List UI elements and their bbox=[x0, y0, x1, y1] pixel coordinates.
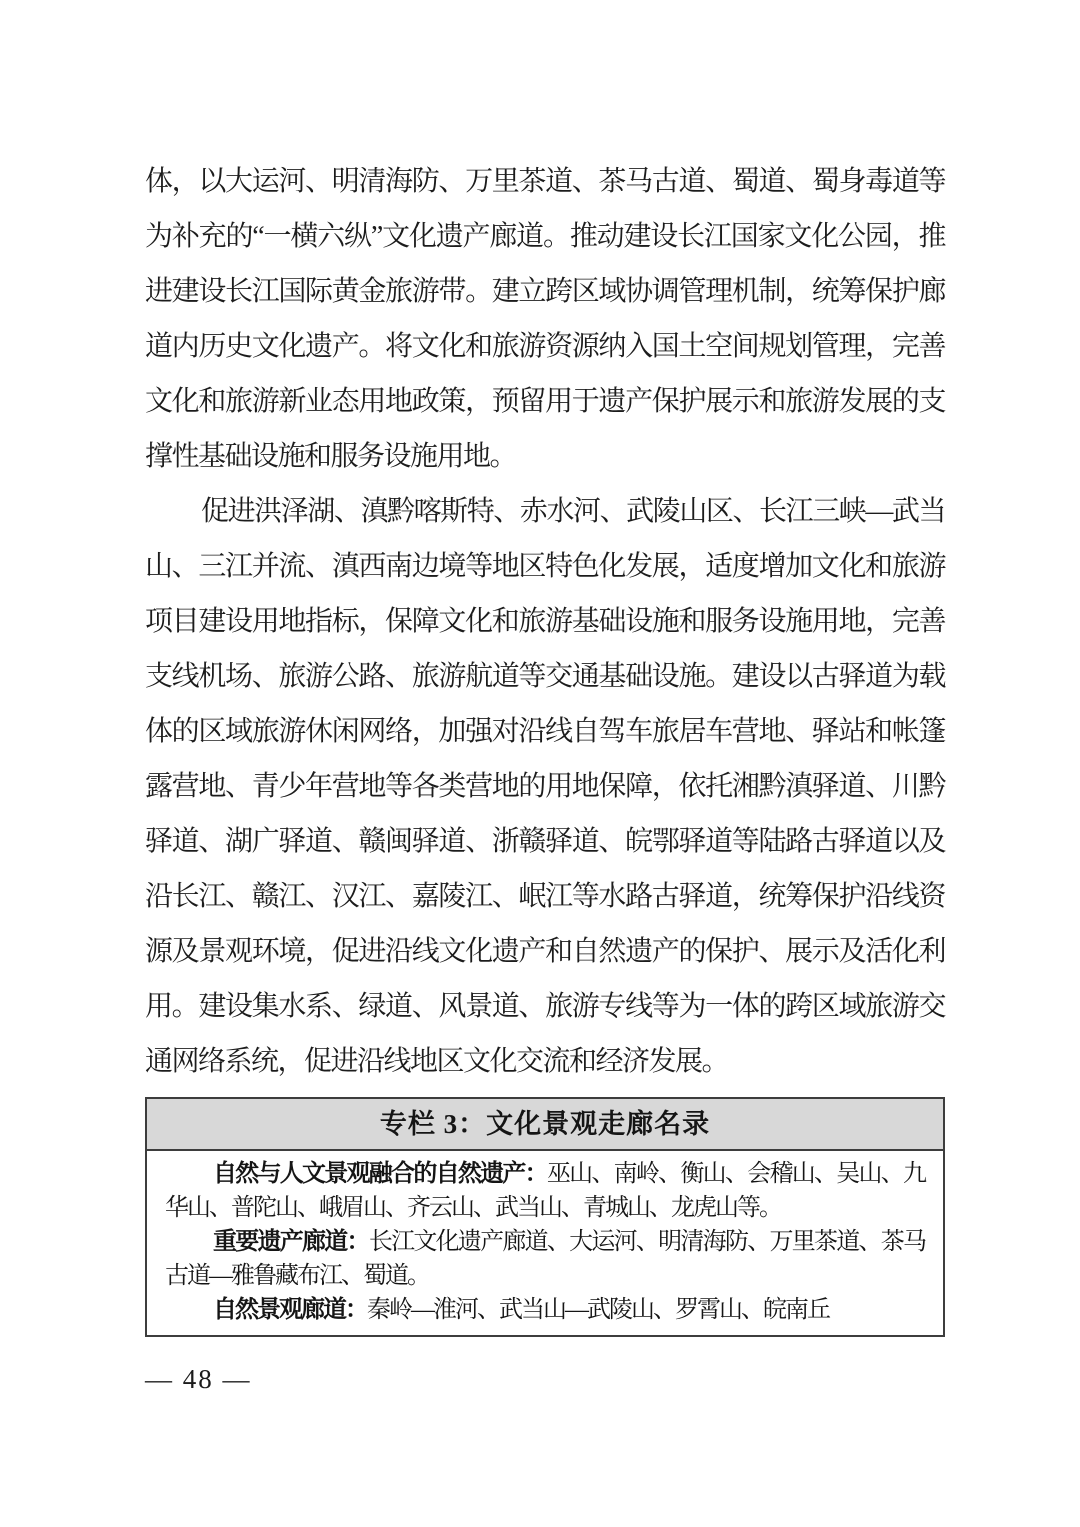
box-entry bbox=[165, 1157, 925, 1225]
callout-box-body bbox=[147, 1151, 943, 1335]
paragraph: 促进洪泽湖、滇黔喀斯特、赤水河、武陵山区、长江三峡—武当山、三江并流、滇西南边境等地区特色化发展，适度增加文化和旅游项目建设用地指标，保障文化和旅游基础设施和服务设施用地，完善支线机场、旅游公路、旅游航道等交通基础设施。建设以古驿道为载体的区域旅游休闲网络，加强对沿线自驾车旅居车营地、驿站和帐篷露营地、青少年营地等各类营地的用地保障，依托湘黔滇驿道、川黔驿道、湖广驿道、赣闽驿道、浙赣驿道、皖鄂驿道等陆路古驿道以及沿长江、赣江、汉江、嘉陵江、岷江等水路古驿道，统筹保护沿线资源及景观环境，促进沿线文化遗产和自然遗产的保护、展示及活化利用。建设集水系、绿道、风景道、旅游专线等为一体的跨区域旅游交通网络系统，促进沿线地区文化交流和经济发展。 bbox=[145, 496, 945, 1077]
box-entry bbox=[165, 1225, 925, 1293]
page-number: — 48 — bbox=[145, 1364, 252, 1394]
callout-box bbox=[145, 1097, 945, 1337]
paragraph-continuation: 体，以大运河、明清海防、万里茶道、茶马古道、蜀道、蜀身毒道等为补充的“一横六纵”文化遗产廊道。推动建设长江国家文化公园，推进建设长江国际黄金旅游带。建立跨区域协调管理机制，统筹保护廊道内历史文化遗产。将文化和旅游资源纳入国土空间规划管理，完善文化和旅游新业态用地政策，预留用于遗产保护展示和旅游发展的支撑性基础设施和服务设施用地。 bbox=[145, 166, 945, 472]
box-entry-label: 自然景观廊道： bbox=[213, 1297, 367, 1323]
box-entry bbox=[165, 1293, 925, 1327]
box-entry-label: 重要遗产廊道： bbox=[213, 1229, 369, 1255]
document-body bbox=[145, 154, 945, 1337]
box-entry-label: 自然与人文景观融合的自然遗产： bbox=[213, 1161, 547, 1187]
callout-box-title: 专栏 3：文化景观走廊名录 bbox=[147, 1099, 943, 1151]
box-entry-text: 长江文化遗产廊道、大运河、明清海防、万里茶道、茶马古道—雅鲁藏布江、蜀道。 bbox=[165, 1229, 926, 1289]
box-entry-text: 巫山、南岭、衡山、会稽山、吴山、九华山、普陀山、峨眉山、齐云山、武当山、青城山、龙虎山等。 bbox=[165, 1161, 926, 1221]
box-entry-text: 秦岭—淮河、武当山—武陵山、罗霄山、皖南丘 bbox=[367, 1297, 829, 1323]
